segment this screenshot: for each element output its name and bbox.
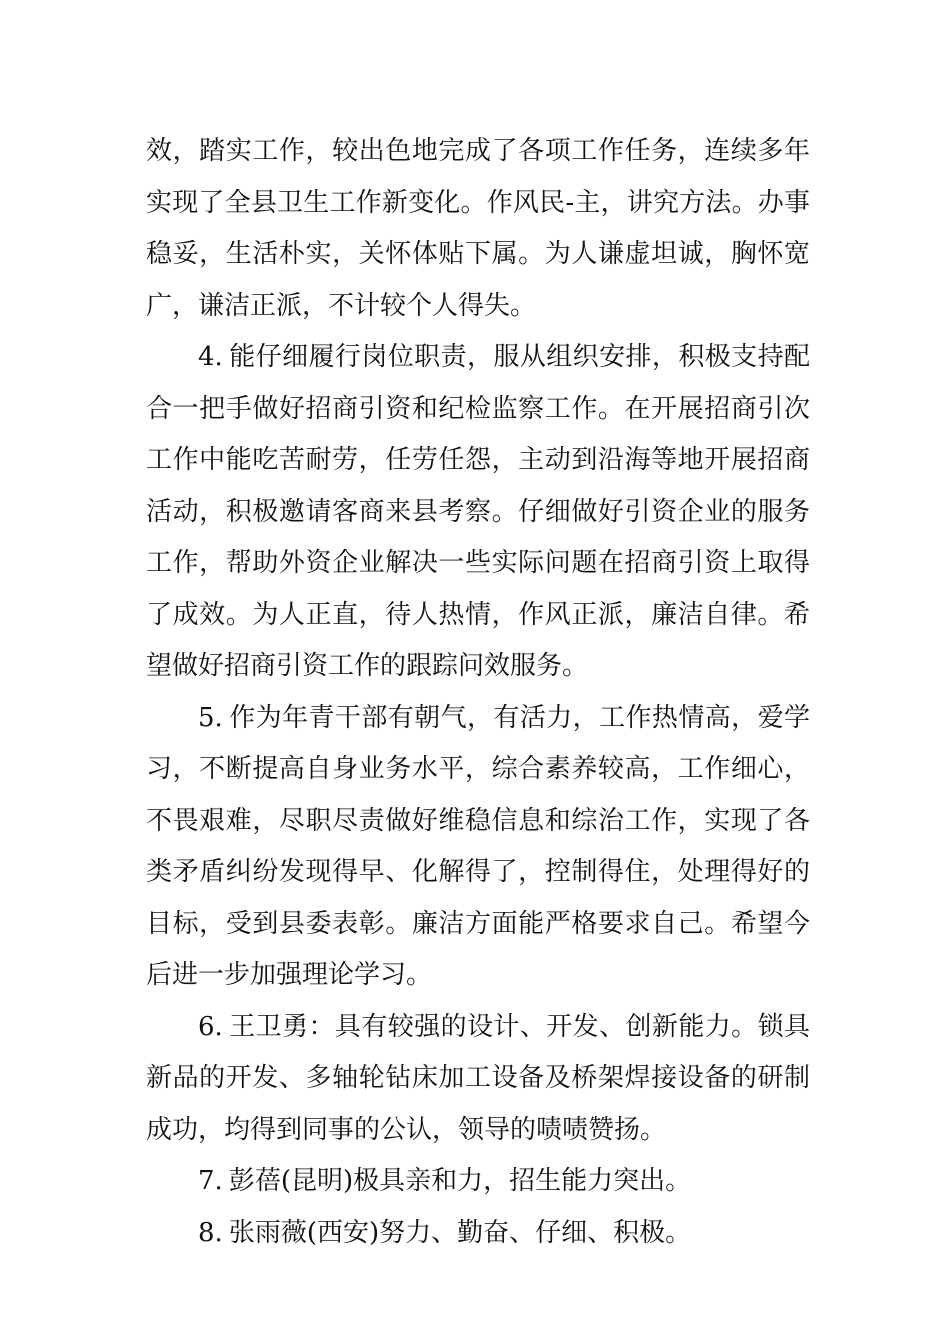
document-body (146, 126, 810, 1259)
item-number: 5. (198, 702, 223, 733)
paragraph-continuation (146, 126, 810, 332)
paragraph-text: 能仔细履行岗位职责，服从组织安排，积极支持配合一把手做好招商引资和纪检监察工作。在开展招商引次工作中能吃苦耐劳，任劳任怨，主动到沿海等地开展招商活动，积极邀请客商来县考察。仔细做好引资企业的服务工作，帮助外资企业解决一些实际问题在招商引资上取得了成效。为人正直，待人热情，作风正派，廉洁自律。希望做好招商引资工作的跟踪问效服务。 (146, 342, 810, 681)
paragraph-text: 作为年青干部有朝气，有活力，工作热情高，爱学习，不断提高自身业务水平，综合素养较高，工作细心，不畏艰难，尽职尽责做好维稳信息和综治工作，实现了各类矛盾纠纷发现得早、化解得了，控制得住，处理得好的目标，受到县委表彰。廉洁方面能严格要求自己。希望今后进一步加强理论学习。 (146, 702, 810, 990)
paragraph-text: 彭蓓(昆明)极具亲和力，招生能力突出。 (228, 1166, 692, 1196)
item-number: 6. (198, 1011, 223, 1042)
item-number: 8. (198, 1217, 223, 1248)
paragraph-text: 王卫勇：具有较强的设计、开发、创新能力。锁具新品的开发、多轴轮钻床加工设备及桥架焊接设备的研制成功，均得到同事的公认，领导的啧啧赞扬。 (146, 1011, 810, 1145)
paragraph-item-7 (146, 1156, 810, 1208)
item-number: 4. (198, 342, 223, 372)
item-number: 7. (198, 1166, 223, 1196)
paragraph-item-4 (146, 332, 810, 693)
paragraph-text: 效，踏实工作，较出色地完成了各项工作任务，连续多年实现了全县卫生工作新变化。作风民-主，讲究方法。办事稳妥，生活朴实，关怀体贴下属。为人谦虚坦诚，胸怀宽广，谦洁正派，不计较个人得失。 (146, 136, 810, 321)
paragraph-item-6 (146, 1002, 810, 1157)
paragraph-item-5 (146, 693, 810, 1002)
paragraph-item-8 (146, 1208, 810, 1260)
paragraph-text: 张雨薇(西安)努力、勤奋、仔细、积极。 (228, 1217, 692, 1248)
